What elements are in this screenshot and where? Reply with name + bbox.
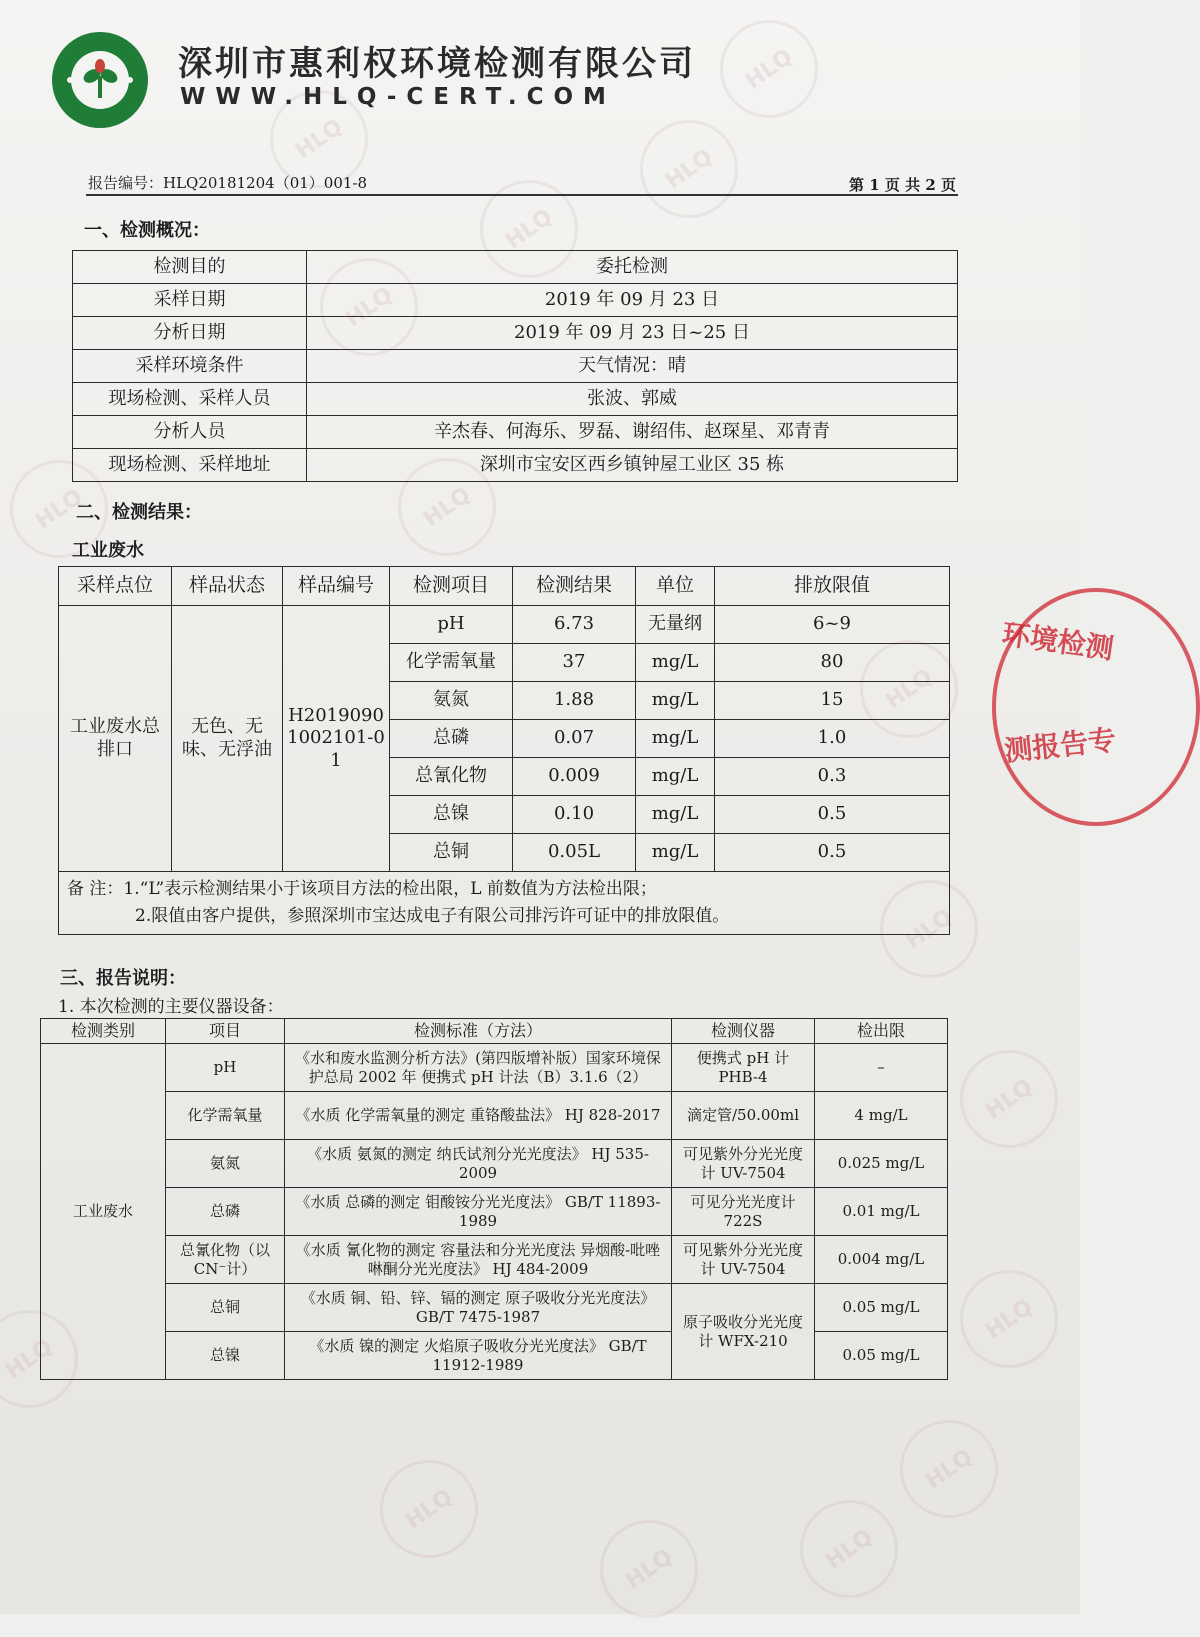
column-header: 检测项目 bbox=[390, 567, 513, 606]
test-instrument: 可见紫外分光光度计 UV-7504 bbox=[672, 1236, 815, 1284]
test-limit: 6~9 bbox=[715, 606, 950, 644]
column-header: 检测标准（方法） bbox=[285, 1019, 672, 1044]
test-result: 37 bbox=[513, 644, 636, 682]
section2-heading: 二、检测结果： bbox=[76, 502, 202, 523]
sample-id: H20190901002101-01 bbox=[283, 606, 390, 872]
table-row bbox=[41, 1044, 948, 1092]
section1-heading: 一、检测概况： bbox=[84, 220, 210, 241]
column-header: 检测类别 bbox=[41, 1019, 166, 1044]
sampling-point: 工业废水总排口 bbox=[59, 606, 172, 872]
table-row bbox=[41, 1140, 948, 1188]
detection-limit: 0.05 mg/L bbox=[815, 1332, 948, 1380]
header-rule bbox=[86, 194, 958, 196]
test-item: 总铜 bbox=[390, 834, 513, 872]
table-row bbox=[41, 1284, 948, 1332]
remarks-cell bbox=[59, 872, 950, 935]
table-row bbox=[73, 416, 958, 449]
watermark-stamp: HLQ bbox=[379, 439, 515, 575]
column-header: 样品状态 bbox=[172, 567, 283, 606]
logo-emblem-icon bbox=[52, 32, 148, 128]
overview-value: 张波、郭威 bbox=[307, 383, 958, 416]
table-row bbox=[73, 284, 958, 317]
page-count: 第 1 页 共 2 页 bbox=[849, 176, 956, 194]
overview-value: 2019 年 09 月 23 日 bbox=[307, 284, 958, 317]
watermark-stamp: HLQ bbox=[781, 1481, 917, 1617]
column-header: 排放限值 bbox=[715, 567, 950, 606]
test-instrument: 原子吸收分光光度计 WFX-210 bbox=[672, 1284, 815, 1380]
watermark-stamp: HLQ bbox=[301, 239, 437, 375]
overview-key: 采样日期 bbox=[73, 284, 307, 317]
watermark-stamp: HLQ bbox=[881, 1401, 1017, 1537]
watermark-stamp: HLQ bbox=[0, 1291, 97, 1427]
watermark-stamp: HLQ bbox=[461, 161, 597, 297]
test-item: 总氰化物 bbox=[390, 758, 513, 796]
overview-value: 辛杰春、何海乐、罗磊、谢绍伟、赵琛星、邓青青 bbox=[307, 416, 958, 449]
test-result: 0.009 bbox=[513, 758, 636, 796]
column-header: 检测仪器 bbox=[672, 1019, 815, 1044]
test-result: 0.10 bbox=[513, 796, 636, 834]
test-item: 总镍 bbox=[390, 796, 513, 834]
instrument-item: 总磷 bbox=[166, 1188, 285, 1236]
watermark-stamp: HLQ bbox=[621, 101, 757, 237]
test-unit: mg/L bbox=[636, 758, 715, 796]
instrument-item: 化学需氧量 bbox=[166, 1092, 285, 1140]
table-row bbox=[73, 251, 958, 284]
test-standard: 《水质 总磷的测定 钼酸铵分光光度法》 GB/T 11893-1989 bbox=[285, 1188, 672, 1236]
test-item: 总磷 bbox=[390, 720, 513, 758]
company-url: WWW.HLQ-CERT.COM bbox=[180, 84, 616, 110]
section3-heading: 三、报告说明： bbox=[60, 968, 186, 989]
watermark-stamp: HLQ bbox=[841, 621, 977, 757]
seal-top-text: 环境检测 bbox=[1000, 617, 1116, 666]
overview-key: 现场检测、采样人员 bbox=[73, 383, 307, 416]
overview-value: 深圳市宝安区西乡镇钟屋工业区 35 栋 bbox=[307, 449, 958, 482]
seal-bottom-text: 测报告专 bbox=[1002, 723, 1118, 768]
watermark-stamp: HLQ bbox=[701, 1, 837, 137]
overview-key: 分析人员 bbox=[73, 416, 307, 449]
table-row bbox=[73, 317, 958, 350]
column-header: 样品编号 bbox=[283, 567, 390, 606]
column-header: 检出限 bbox=[815, 1019, 948, 1044]
watermark-stamp: HLQ bbox=[941, 1031, 1077, 1167]
test-instrument: 可见分光光度计 722S bbox=[672, 1188, 815, 1236]
test-item: 氨氮 bbox=[390, 682, 513, 720]
table-row bbox=[41, 1092, 948, 1140]
overview-value: 天气情况：晴 bbox=[307, 350, 958, 383]
table-header-row bbox=[41, 1019, 948, 1044]
detection-limit: – bbox=[815, 1044, 948, 1092]
test-limit: 80 bbox=[715, 644, 950, 682]
table-row bbox=[59, 872, 950, 935]
test-unit: mg/L bbox=[636, 644, 715, 682]
test-limit: 0.3 bbox=[715, 758, 950, 796]
column-header: 采样点位 bbox=[59, 567, 172, 606]
table-row bbox=[59, 606, 950, 644]
column-header: 单位 bbox=[636, 567, 715, 606]
test-unit: mg/L bbox=[636, 682, 715, 720]
results-table bbox=[58, 566, 950, 935]
watermark-stamp: HLQ bbox=[251, 71, 387, 207]
watermark-stamp: HLQ bbox=[361, 1441, 497, 1577]
test-limit: 1.0 bbox=[715, 720, 950, 758]
detection-limit: 0.05 mg/L bbox=[815, 1284, 948, 1332]
test-unit: mg/L bbox=[636, 720, 715, 758]
test-result: 6.73 bbox=[513, 606, 636, 644]
column-header: 项目 bbox=[166, 1019, 285, 1044]
table-row bbox=[73, 350, 958, 383]
overview-value: 委托检测 bbox=[307, 251, 958, 284]
detection-limit: 0.01 mg/L bbox=[815, 1188, 948, 1236]
test-standard: 《水和废水监测分析方法》(第四版增补版）国家环境保护总局 2002 年 便携式 pH 计法（B）3.1.6（2） bbox=[285, 1044, 672, 1092]
watermark-stamp: HLQ bbox=[0, 441, 127, 577]
overview-key: 分析日期 bbox=[73, 317, 307, 350]
test-limit: 15 bbox=[715, 682, 950, 720]
instruments-table bbox=[40, 1018, 948, 1380]
sample-state: 无色、无味、无浮油 bbox=[172, 606, 283, 872]
instrument-item: 总镍 bbox=[166, 1332, 285, 1380]
test-item: 化学需氧量 bbox=[390, 644, 513, 682]
report-number: 报告编号：HLQ20181204（01）001-8 bbox=[88, 174, 368, 192]
instrument-item: 总氰化物（以 CN⁻计） bbox=[166, 1236, 285, 1284]
instrument-item: 氨氮 bbox=[166, 1140, 285, 1188]
test-standard: 《水质 镍的测定 火焰原子吸收分光光度法》 GB/T 11912-1989 bbox=[285, 1332, 672, 1380]
test-result: 0.05L bbox=[513, 834, 636, 872]
remark-line-2: 2.限值由客户提供，参照深圳市宝达成电子有限公司排污许可证中的排放限值。 bbox=[135, 906, 730, 927]
test-instrument: 便携式 pH 计 PHB-4 bbox=[672, 1044, 815, 1092]
test-standard: 《水质 氨氮的测定 纳氏试剂分光光度法》 HJ 535-2009 bbox=[285, 1140, 672, 1188]
overview-table bbox=[72, 250, 958, 482]
overview-key: 采样环境条件 bbox=[73, 350, 307, 383]
test-limit: 0.5 bbox=[715, 834, 950, 872]
test-result: 0.07 bbox=[513, 720, 636, 758]
overview-key: 检测目的 bbox=[73, 251, 307, 284]
test-standard: 《水质 氰化物的测定 容量法和分光光度法 异烟酸-吡唑啉酮分光光度法》 HJ 484-2009 bbox=[285, 1236, 672, 1284]
remark-line-1: 备 注：1.“L”表示检测结果小于该项目方法的检出限，L 前数值为方法检出限； bbox=[67, 879, 657, 899]
test-limit: 0.5 bbox=[715, 796, 950, 834]
table-row bbox=[41, 1236, 948, 1284]
instrument-item: 总铜 bbox=[166, 1284, 285, 1332]
section3-subheading: 1. 本次检测的主要仪器设备： bbox=[58, 997, 284, 1017]
company-name: 深圳市惠利权环境检测有限公司 bbox=[178, 44, 696, 84]
watermark-stamp: HLQ bbox=[581, 1501, 717, 1637]
table-row bbox=[41, 1188, 948, 1236]
test-unit: mg/L bbox=[636, 834, 715, 872]
table-row bbox=[73, 449, 958, 482]
section2-subheading: 工业废水 bbox=[72, 540, 144, 561]
test-instrument: 可见紫外分光光度计 UV-7504 bbox=[672, 1140, 815, 1188]
test-result: 1.88 bbox=[513, 682, 636, 720]
overview-value: 2019 年 09 月 23 日~25 日 bbox=[307, 317, 958, 350]
official-seal-stamp bbox=[992, 588, 1200, 826]
table-header-row bbox=[59, 567, 950, 606]
detection-limit: 0.025 mg/L bbox=[815, 1140, 948, 1188]
watermark-stamp: HLQ bbox=[861, 861, 997, 997]
test-instrument: 滴定管/50.00ml bbox=[672, 1092, 815, 1140]
watermark-stamp: HLQ bbox=[941, 1251, 1077, 1387]
test-unit: 无量纲 bbox=[636, 606, 715, 644]
test-item: pH bbox=[390, 606, 513, 644]
detection-limit: 4 mg/L bbox=[815, 1092, 948, 1140]
column-header: 检测结果 bbox=[513, 567, 636, 606]
test-standard: 《水质 化学需氧量的测定 重铬酸盐法》 HJ 828-2017 bbox=[285, 1092, 672, 1140]
test-standard: 《水质 铜、铅、锌、镉的测定 原子吸收分光光度法》 GB/T 7475-1987 bbox=[285, 1284, 672, 1332]
instrument-item: pH bbox=[166, 1044, 285, 1092]
table-row bbox=[73, 383, 958, 416]
company-logo bbox=[52, 32, 148, 128]
test-unit: mg/L bbox=[636, 796, 715, 834]
overview-key: 现场检测、采样地址 bbox=[73, 449, 307, 482]
test-category: 工业废水 bbox=[41, 1044, 166, 1380]
detection-limit: 0.004 mg/L bbox=[815, 1236, 948, 1284]
